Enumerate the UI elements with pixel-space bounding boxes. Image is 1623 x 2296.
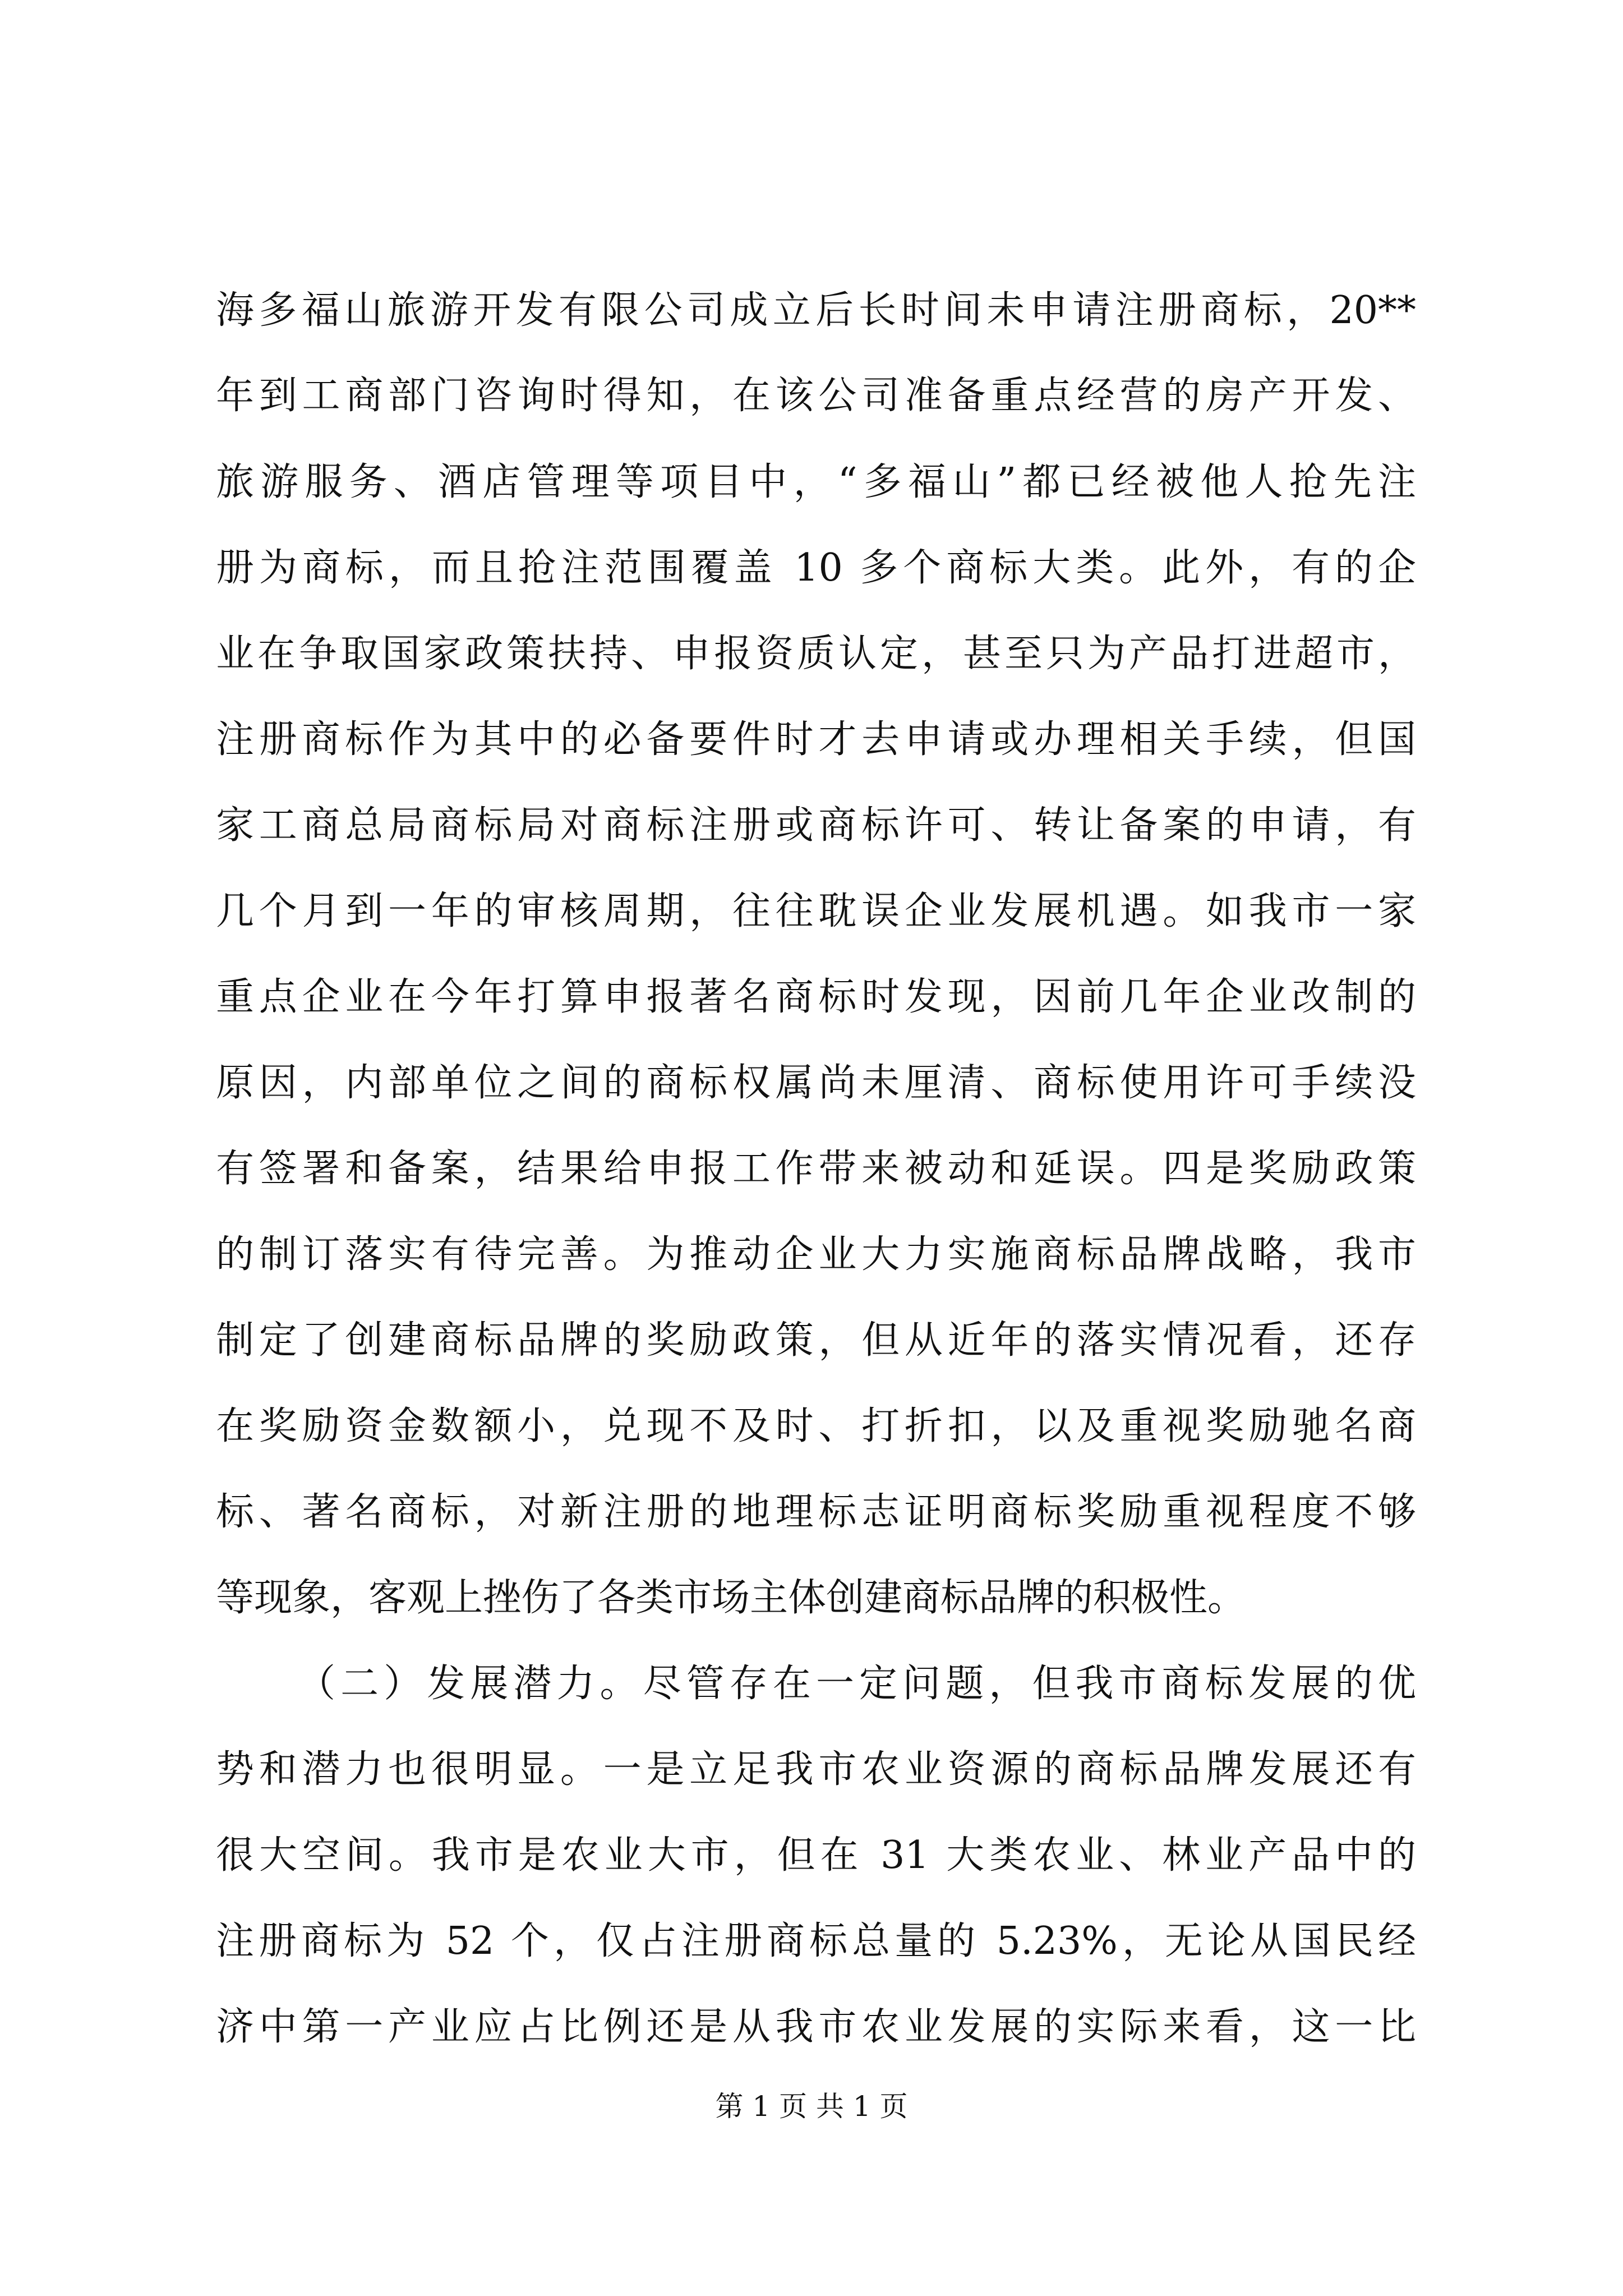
body-text-line: 册为商标，而且抢注范围覆盖 10 多个商标大类。此外，有的企 xyxy=(216,546,1416,590)
body-text-line: 业在争取国家政策扶持、申报资质认定，甚至只为产品打进超市， xyxy=(216,632,1416,676)
body-text-line: 标、著名商标，对新注册的地理标志证明商标奖励重视程度不够 xyxy=(216,1490,1416,1534)
body-text-line: 等现象，客观上挫伤了各类市场主体创建商标品牌的积极性。 xyxy=(216,1576,1246,1620)
page-number-footer: 第 1 页 共 1 页 xyxy=(715,2090,908,2123)
body-text-line: 很大空间。我市是农业大市，但在 31 大类农业、林业产品中的 xyxy=(216,1833,1416,1878)
body-text-line: 注册商标为 52 个，仅占注册商标总量的 5.23%，无论从国民经 xyxy=(216,1919,1416,1963)
body-text-line: 制定了创建商标品牌的奖励政策，但从近年的落实情况看，还存 xyxy=(216,1318,1416,1363)
body-text-line: 家工商总局商标局对商标注册或商标许可、转让备案的申请，有 xyxy=(216,803,1416,848)
body-text-line: 注册商标作为其中的必备要件时才去申请或办理相关手续，但国 xyxy=(216,717,1416,762)
body-text-line: 的制订落实有待完善。为推动企业大力实施商标品牌战略，我市 xyxy=(216,1232,1416,1277)
body-text-line: 势和潜力也很明显。一是立足我市农业资源的商标品牌发展还有 xyxy=(216,1747,1416,1792)
body-text-line: 在奖励资金数额小，兑现不及时、打折扣，以及重视奖励驰名商 xyxy=(216,1404,1416,1448)
section-heading-line: （二）发展潜力。尽管存在一定问题，但我市商标发展的优 xyxy=(297,1662,1416,1706)
body-text-line: 济中第一产业应占比例还是从我市农业发展的实际来看，这一比 xyxy=(216,2005,1416,2049)
body-text-line: 原因，内部单位之间的商标权属尚未厘清、商标使用许可手续没 xyxy=(216,1061,1416,1105)
body-text-line: 旅游服务、酒店管理等项目中，“多福山”都已经被他人抢先注 xyxy=(216,460,1416,504)
body-text-line: 几个月到一年的审核周期，往往耽误企业发展机遇。如我市一家 xyxy=(216,889,1416,933)
body-text-line: 年到工商部门咨询时得知，在该公司准备重点经营的房产开发、 xyxy=(216,374,1416,418)
body-text-line: 海多福山旅游开发有限公司成立后长时间未申请注册商标，20** xyxy=(216,288,1416,333)
body-text-line: 重点企业在今年打算申报著名商标时发现，因前几年企业改制的 xyxy=(216,975,1416,1019)
body-text-line: 有签署和备案，结果给申报工作带来被动和延误。四是奖励政策 xyxy=(216,1147,1416,1191)
